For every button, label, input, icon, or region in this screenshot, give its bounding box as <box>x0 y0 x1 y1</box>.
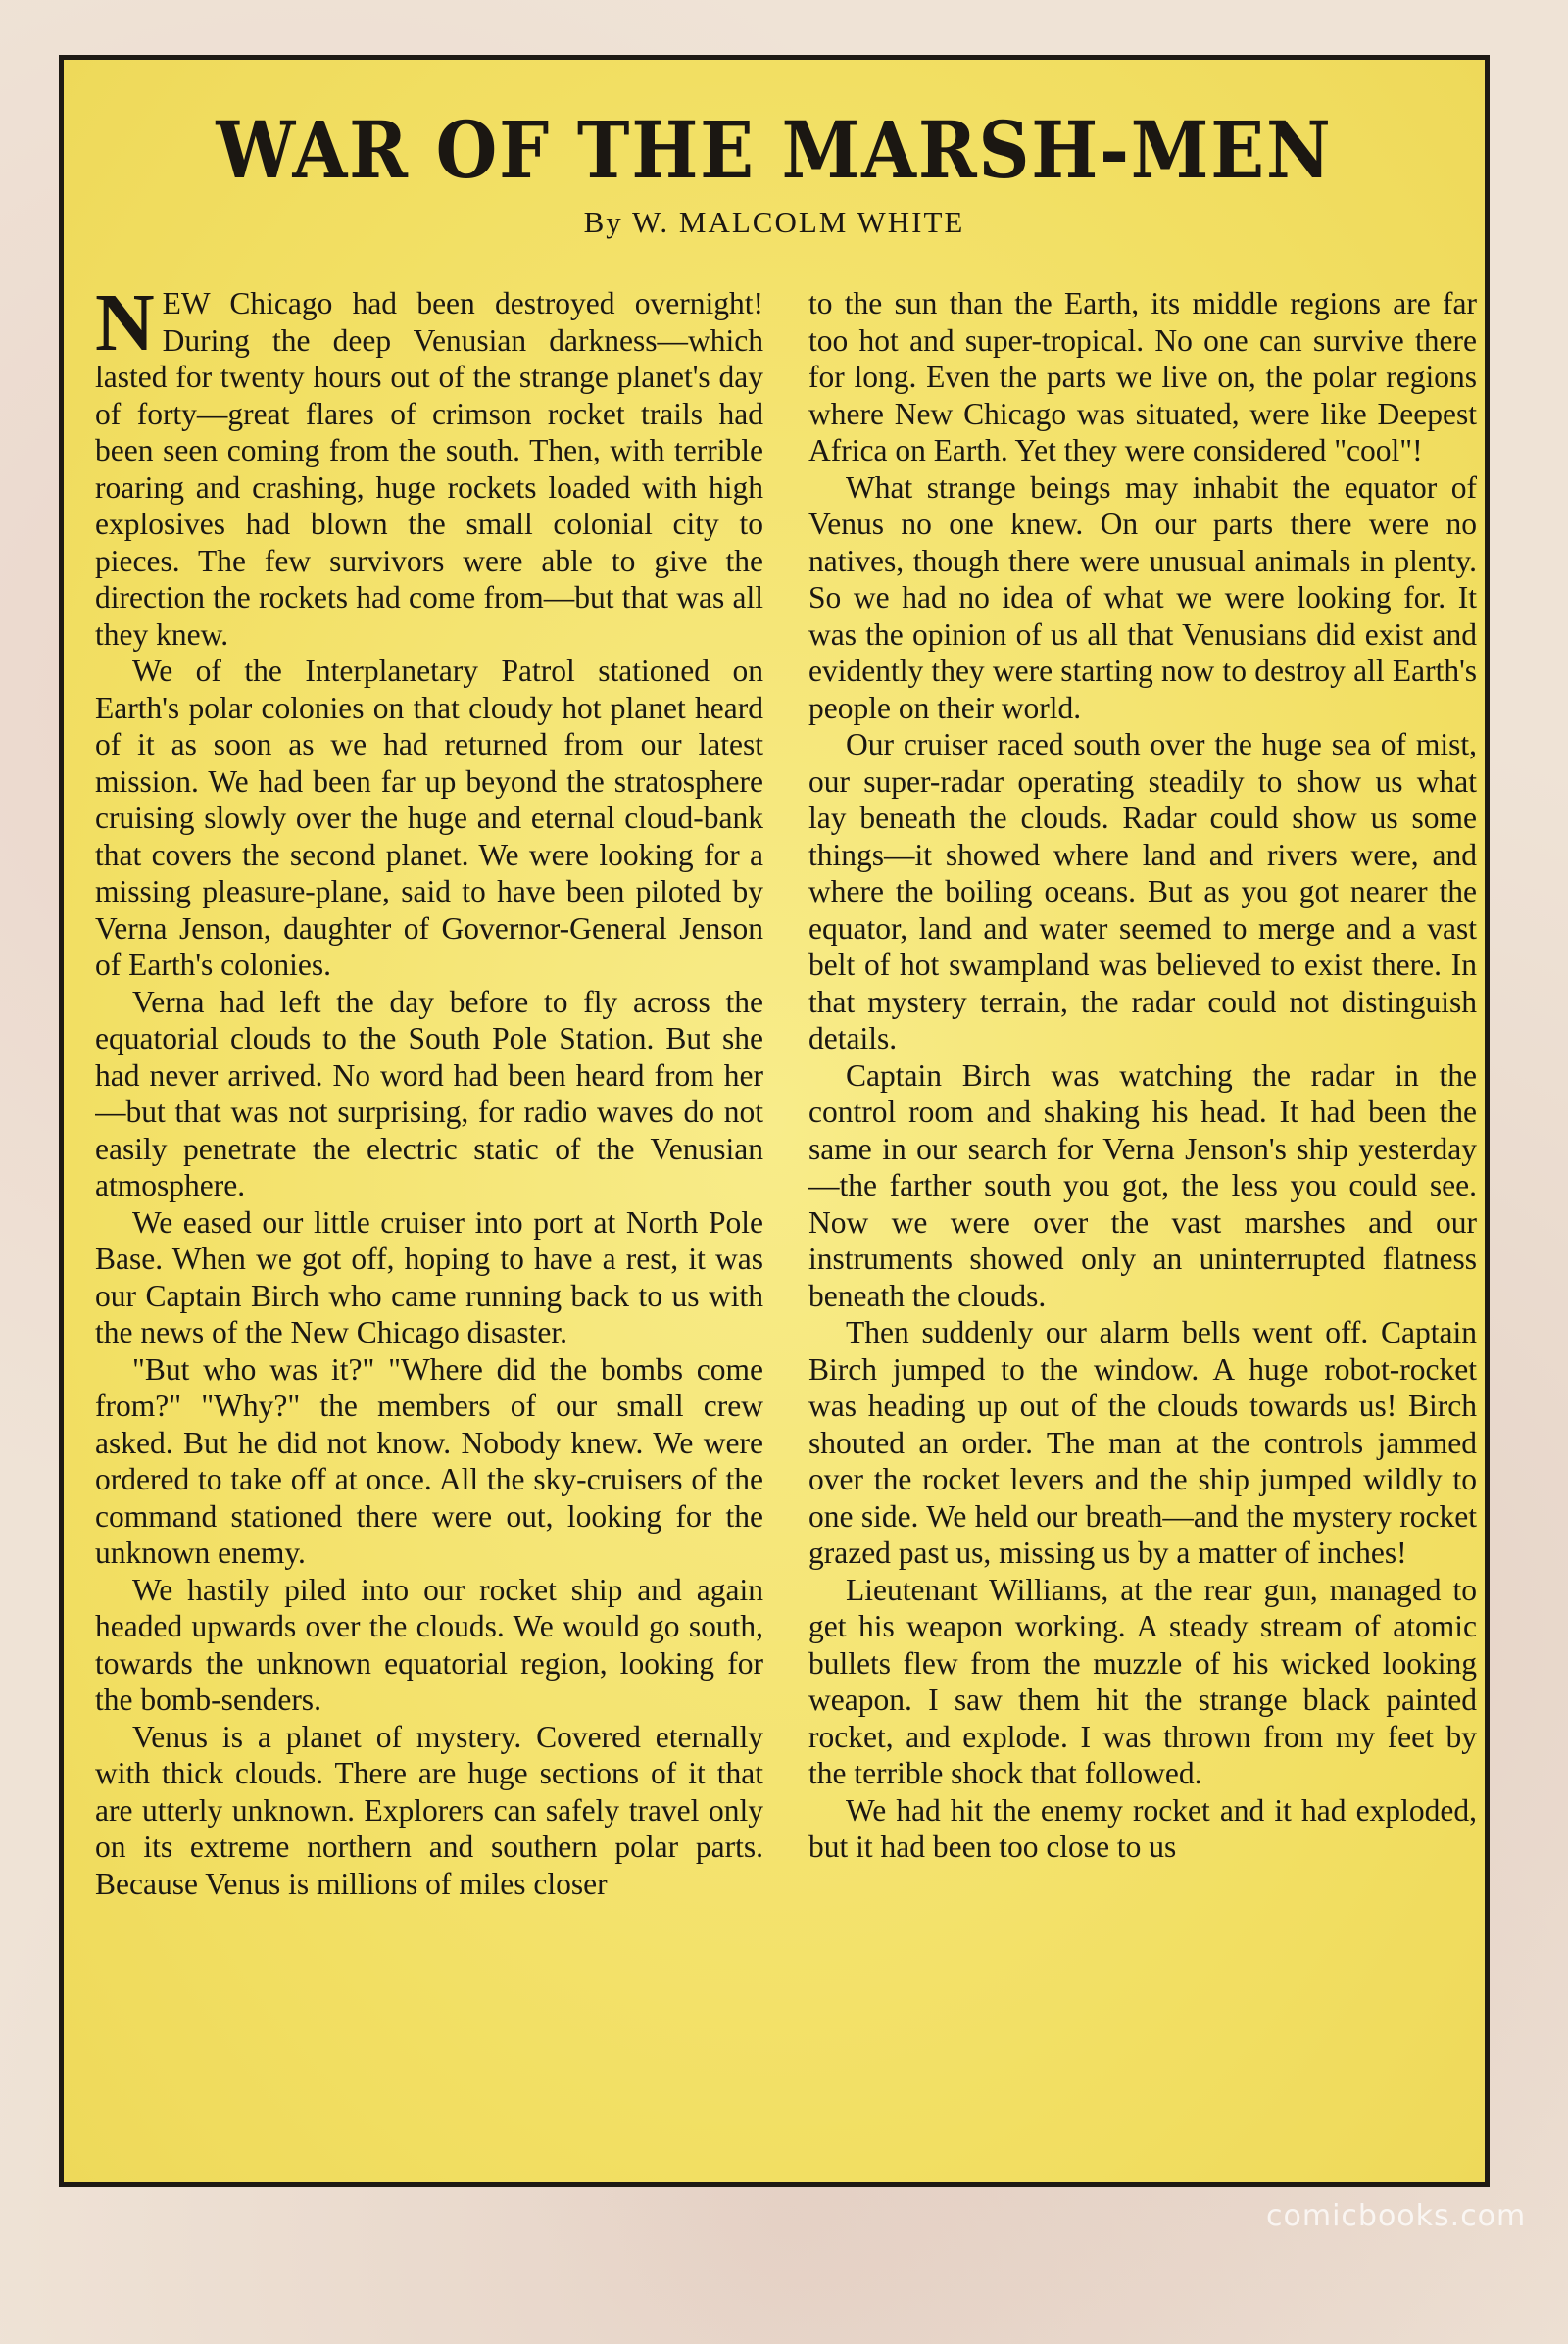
story-byline: By W. MALCOLM WHITE <box>583 205 965 239</box>
story-paragraph: Captain Birch was watching the radar in the control room and shaking his head. It had been the same in our search for Verna Jenson's ship yesterday—the farther south you got, the less you could see. Now we were over the vast marshes and our instruments showed only an uninterrupted flatness beneath the clouds. <box>808 1057 1477 1313</box>
story-paragraph: We eased our little cruiser into port at North Pole Base. When we got off, hoping to have a rest, it was our Captain Birch who came running back to us with the news of the New Chicago disaster. <box>95 1204 763 1349</box>
site-watermark: comicbooks.com <box>1266 2199 1527 2233</box>
story-paragraph: Verna had left the day before to fly across the equatorial clouds to the South Pole Station. But she had never arrived. No word had been heard from her—but that was not surprising, for radio waves do not easily penetrate the electric static of the Venusian atmosphere. <box>95 984 763 1202</box>
story-title: WAR OF THE MARSH-MEN <box>216 104 1333 196</box>
story-paragraph: What strange beings may inhabit the equator of Venus no one knew. On our parts there were no natives, though there were unusual animals in plenty. So we had no idea of what we were looking for. It was the opinion of us all that Venusians did exist and evidently they were starting now to destroy all Earth's people on their world. <box>808 469 1477 725</box>
story-paragraph: We had hit the enemy rocket and it had exploded, but it had been too close to us <box>808 1792 1477 1864</box>
story-paragraph: We of the Interplanetary Patrol stationed on Earth's polar colonies on that cloudy hot planet heard of it as soon as we had returned from our latest mission. We had been far up beyond the stratosphere cruising slowly over the huge and eternal cloud-bank that covers the second planet. We were looking for a missing pleasure-plane, said to have been piloted by Verna Jenson, daughter of Governor-General Jenson of Earth's colonies. <box>95 654 763 982</box>
story-paragraph: Then suddenly our alarm bells went off. Captain Birch jumped to the window. A huge robot-rocket was heading up out of the clouds towards us! Birch shouted an order. The man at the controls jammed over the rocket levers and the ship jumped wildly to one side. We held our breath—and the mystery rocket grazed past us, missing us by a matter of inches! <box>808 1315 1477 1570</box>
story-paragraph <box>95 285 763 653</box>
story-paragraph: Our cruiser raced south over the huge sea of mist, our super-radar operating steadily to show us what lay beneath the clouds. Radar could show us some things—it showed where land and rivers were, and where the boiling oceans. But as you got nearer the equator, land and water seemed to merge and a vast belt of hot swampland was believed to exist there. In that mystery terrain, the radar could not distinguish details. <box>808 727 1477 1055</box>
story-paragraph: Lieutenant Williams, at the rear gun, managed to get his weapon working. A steady stream of atomic bullets flew from the muzzle of his wicked looking weapon. I saw them hit the strange black painted rocket, and explode. I was thrown from my feet by the terrible shock that followed. <box>808 1572 1477 1790</box>
drop-cap: N <box>95 285 155 368</box>
story-panel <box>59 55 1490 2187</box>
story-paragraph: We hastily piled into our rocket ship and again headed upwards over the clouds. We would go south, towards the unknown equatorial region, looking for the bomb-senders. <box>95 1572 763 1717</box>
story-paragraph: Venus is a planet of mystery. Covered eternally with thick clouds. There are huge sections of it that are utterly unknown. Explorers can safely travel only on its extreme northern and southern polar parts. Because Venus is millions of miles closer <box>95 1719 763 1901</box>
left-column <box>95 285 763 2167</box>
story-paragraph-continued: to the sun than the Earth, its middle regions are far too hot and super-tropical. No one can survive there for long. Even the parts we live on, the polar regions where New Chicago was situated, were like Deepest Africa on Earth. Yet they were considered "cool"! <box>808 286 1477 467</box>
right-column <box>808 285 1477 2167</box>
first-paragraph-text: EW Chicago had been destroyed overnight! During the deep Venusian darkness—which lasted for twenty hours out of the strange planet's day of forty—great flares of crimson rocket trails had been seen coming from the south. Then, with terrible roaring and crashing, huge rockets loaded with high explosives had blown the small colonial city to pieces. The few survivors were able to give the direction the rockets had come from—but that was all they knew. <box>95 286 763 652</box>
story-paragraph: "But who was it?" "Where did the bombs come from?" "Why?" the members of our small crew asked. But he did not know. Nobody knew. We were ordered to take off at once. All the sky-cruisers of the command stationed there were out, looking for the unknown enemy. <box>95 1351 763 1570</box>
